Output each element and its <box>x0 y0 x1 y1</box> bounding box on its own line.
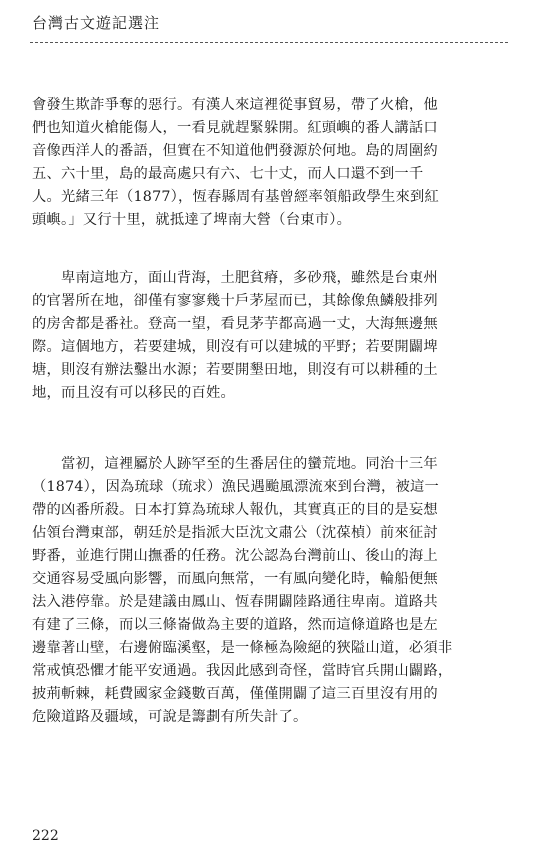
text-line: 法入港停靠。於是建議由鳳山、恆春開闢陸路通往卑南。道路共 <box>32 594 438 610</box>
text-line: 會發生欺詐爭奪的惡行。有漢人來這裡從事貿易，帶了火槍，他 <box>32 97 438 113</box>
text-line: 披荊斬棘，耗費國家金錢數百萬，僅僅開闢了這三百里沒有用的 <box>32 686 438 702</box>
text-line: 邊靠著山壁，右邊俯臨溪壑，是一條極為險絕的狹隘山道，必須非 <box>32 640 453 656</box>
text-line: 音像西洋人的番語，但實在不知道他們發源於何地。島的周圍約 <box>32 143 438 159</box>
text-line: 佔領台灣東部，朝廷於是指派大臣沈文肅公（沈葆楨）前來征討 <box>32 525 438 541</box>
text-line: 人。光緒三年（1877），恆春縣周有基曾經率領船政學生來到紅 <box>32 189 439 205</box>
text-line: 頭嶼。」又行十里，就抵達了埤南大營（台東市）。 <box>32 212 352 228</box>
text-line: 卑南這地方，面山背海，土肥貧瘠，多砂飛，雖然是台東州 <box>61 270 438 286</box>
text-line: 五、六十里，島的最高處只有六、七十丈，而人口還不到一千 <box>32 166 424 182</box>
text-line: 帶的凶番所殺。日本打算為琉球人報仇，其實真正的目的是妄想 <box>32 502 438 518</box>
paragraph-3 <box>32 453 506 729</box>
text-line: 的官署所在地，卻僅有寥寥幾十戶茅屋而已，其餘像魚鱗般排列 <box>32 293 438 309</box>
running-header-title: 台灣古文遊記選注 <box>32 14 161 32</box>
text-line: 常戒慎恐懼才能平安通過。我因此感到奇怪，當時官兵開山闢路， <box>32 663 453 679</box>
text-line: 危險道路及疆域，可說是籌劃有所失計了。 <box>32 709 308 725</box>
text-line: 際。這個地方，若要建城，則沒有可以建城的平野；若要開闢埤 <box>32 339 438 355</box>
paragraph-1 <box>32 94 506 232</box>
text-line: 野番，並進行開山撫番的任務。沈公認為台灣前山、後山的海上 <box>32 548 438 564</box>
text-line: （1874），因為琉球（琉求）漁民遇颱風漂流來到台灣，被這一 <box>32 479 439 495</box>
text-line: 地，而且沒有可以移民的百姓。 <box>32 385 235 401</box>
text-line: 塘，則沒有辦法鑿出水源；若要開墾田地，則沒有可以耕種的土 <box>32 362 438 378</box>
text-line: 的房舍都是番社。登高一望，看見茅芋都高過一丈，大海無邊無 <box>32 316 438 332</box>
text-line: 有建了三條，而以三條崙做為主要的道路，然而這條道路也是左 <box>32 617 438 633</box>
page-number: 222 <box>32 828 59 844</box>
text-line: 們也知道火槍能傷人，一看見就趕緊躲開。紅頭嶼的番人講話口 <box>32 120 438 136</box>
text-line: 當初，這裡屬於人跡罕至的生番居住的蠻荒地。同治十三年 <box>61 456 438 472</box>
paragraph-2 <box>32 267 506 405</box>
text-line: 交通容易受風向影響，而風向無常，一有風向變化時，輪船便無 <box>32 571 438 587</box>
header-divider <box>30 42 508 43</box>
